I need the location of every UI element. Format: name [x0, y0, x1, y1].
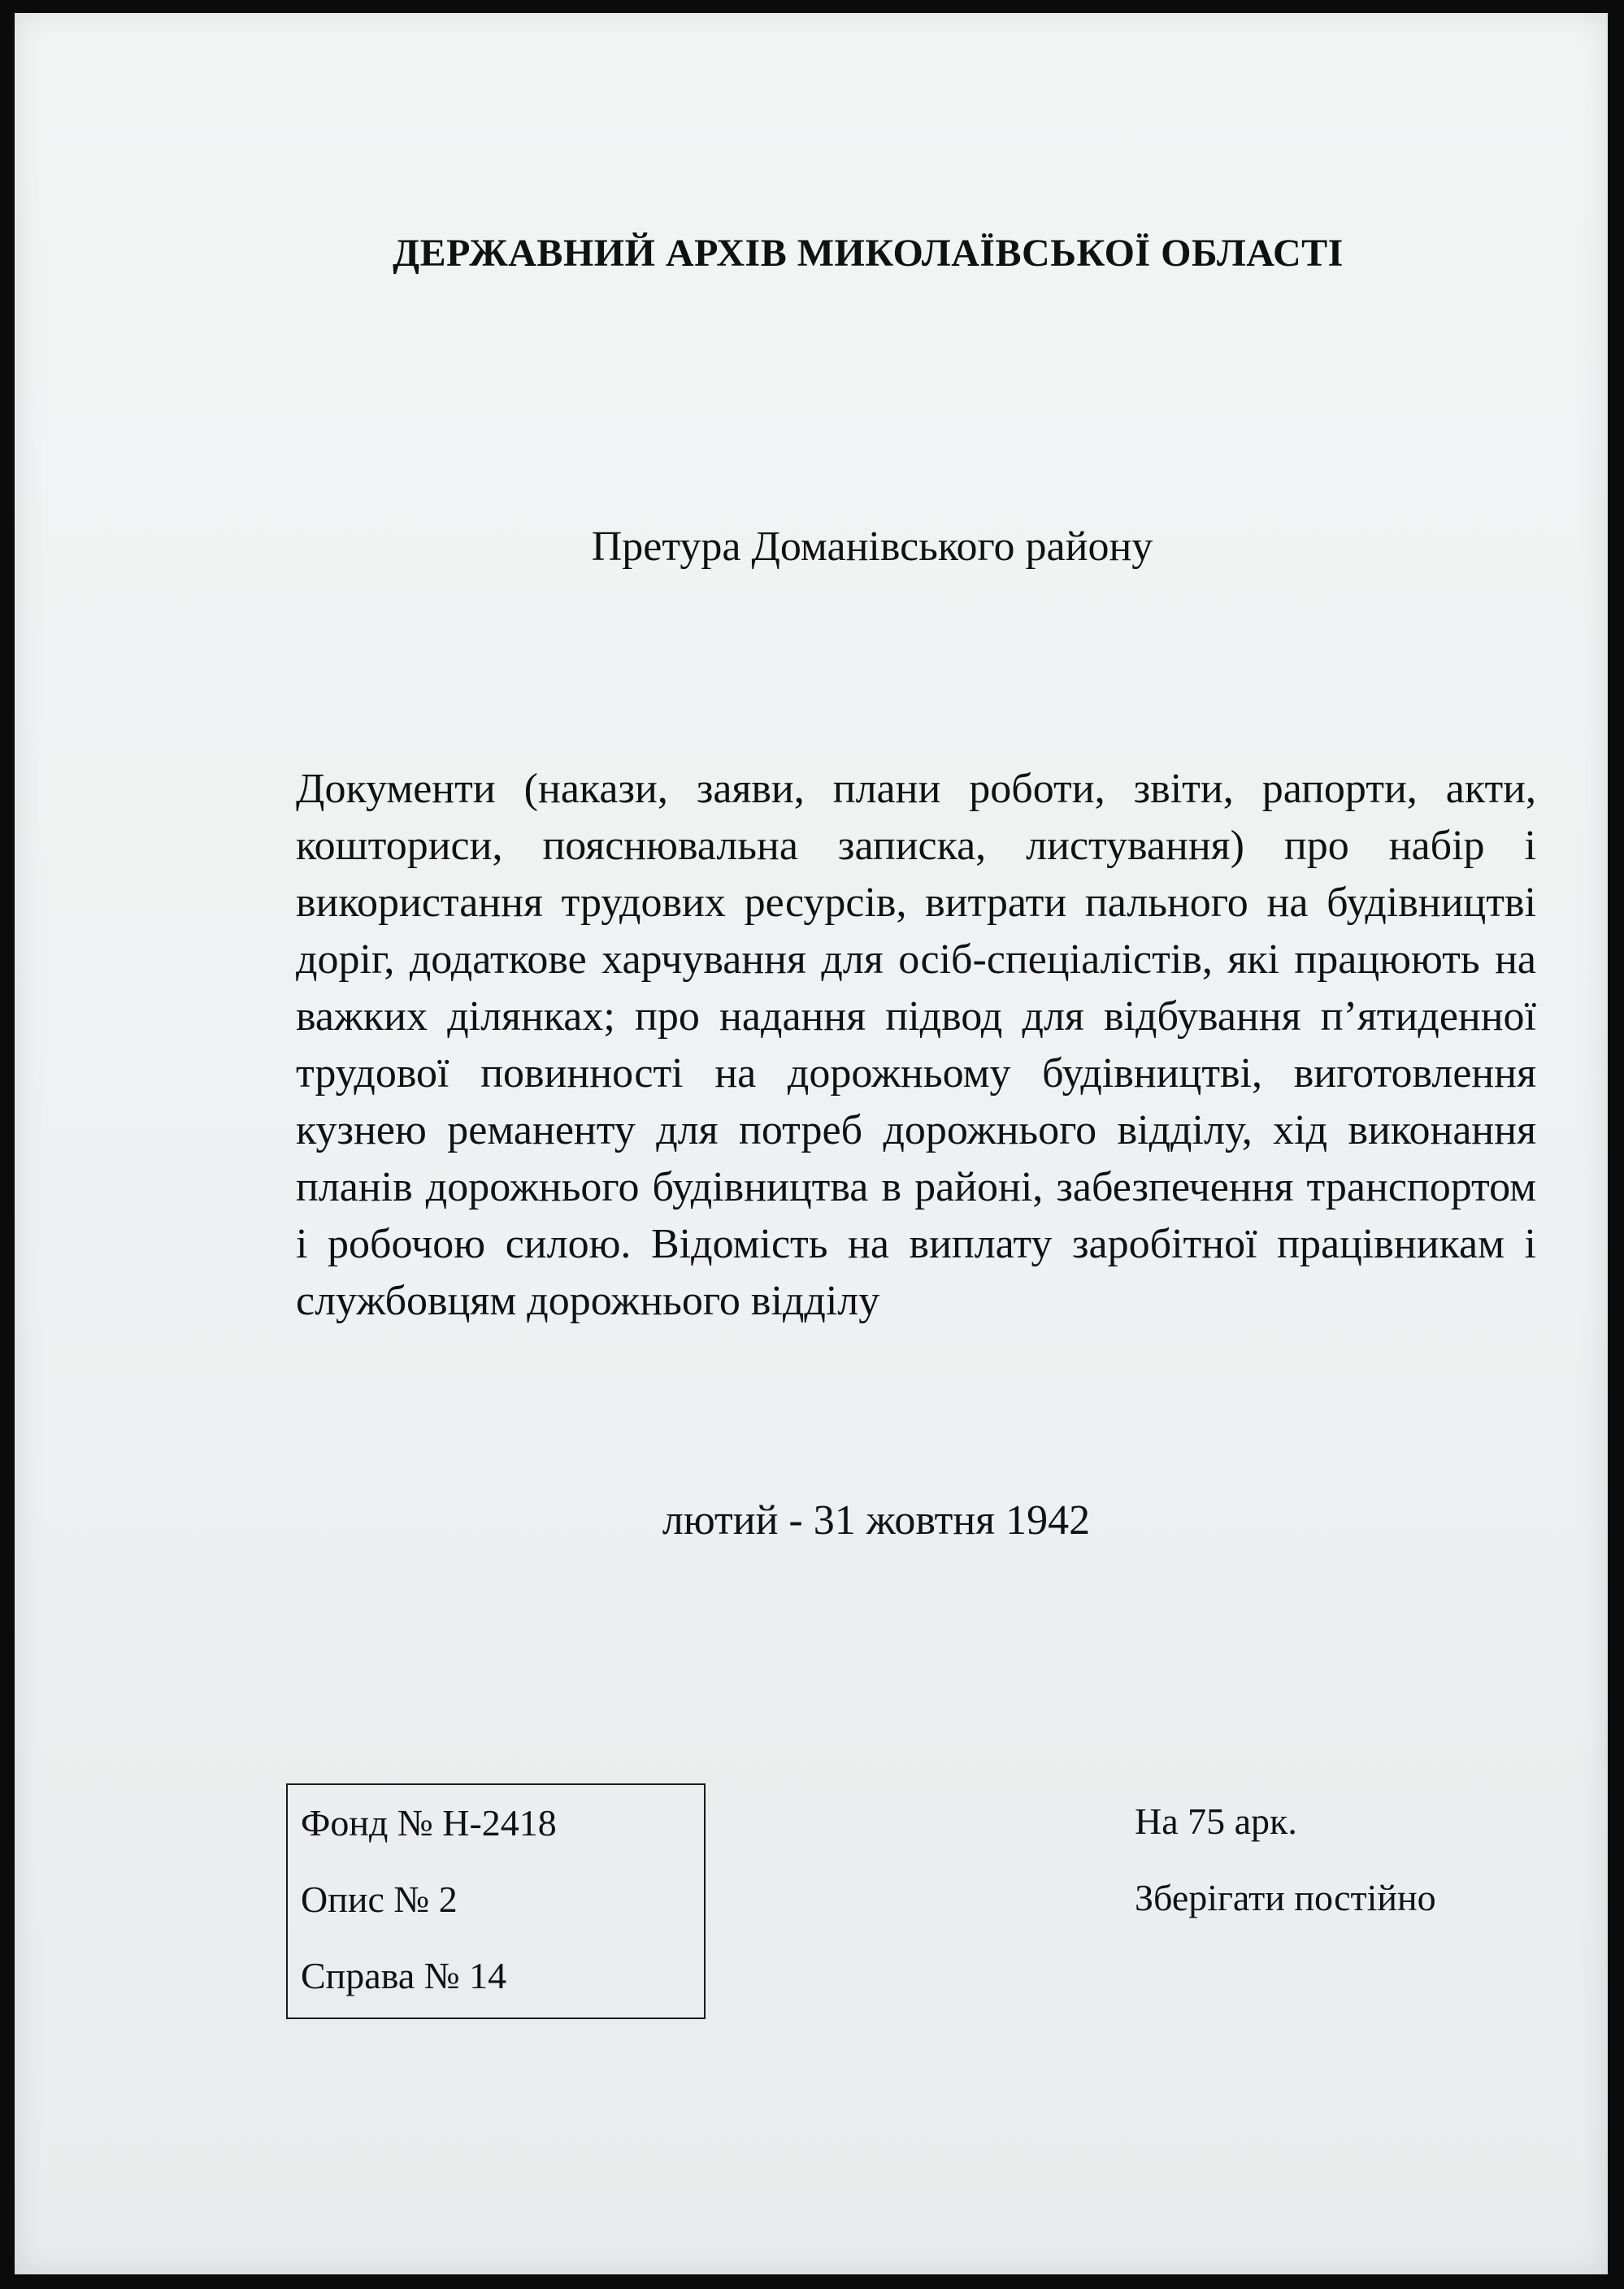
sheets-info — [1135, 1783, 1436, 1936]
sheet-count: На 75 арк. — [1135, 1800, 1297, 1842]
date-range: лютий - 31 жовтня 1942 — [662, 1497, 1091, 1544]
organization-name: Претура Доманівського району — [591, 523, 1153, 570]
archive-reference-box — [286, 1783, 706, 2019]
document-sheet — [15, 13, 1608, 2274]
file-description: Документи (накази, заяви, плани роботи, звіти, рапорти, акти, кошториси, пояснювальна записка, листування) про набір і використання трудових ресурсів, витрати пального на будівництві доріг, додаткове харчування для осіб-спеціалістів, які працюють на важких ділянках; про надання підвод для відбування п’ятиденної трудової повинності на дорожньому будівництві, виготовлення кузнею реманенту для потреб дорожнього відділу, хід виконання планів дорожнього будівництва в районі, забезпечення транспортом і робочою силою. Відомість на виплату заробітної працівникам і службовцям дорожнього відділу — [296, 766, 1536, 1324]
opys-number: Опис № 2 — [301, 1879, 458, 1920]
sprava-number: Справа № 14 — [301, 1955, 507, 1996]
retention-note: Зберігати постійно — [1135, 1877, 1436, 1918]
fond-number: Фонд № Н-2418 — [301, 1802, 557, 1844]
archive-title: ДЕРЖАВНИЙ АРХІВ МИКОЛАЇВСЬКОЇ ОБЛАСТІ — [393, 232, 1344, 275]
